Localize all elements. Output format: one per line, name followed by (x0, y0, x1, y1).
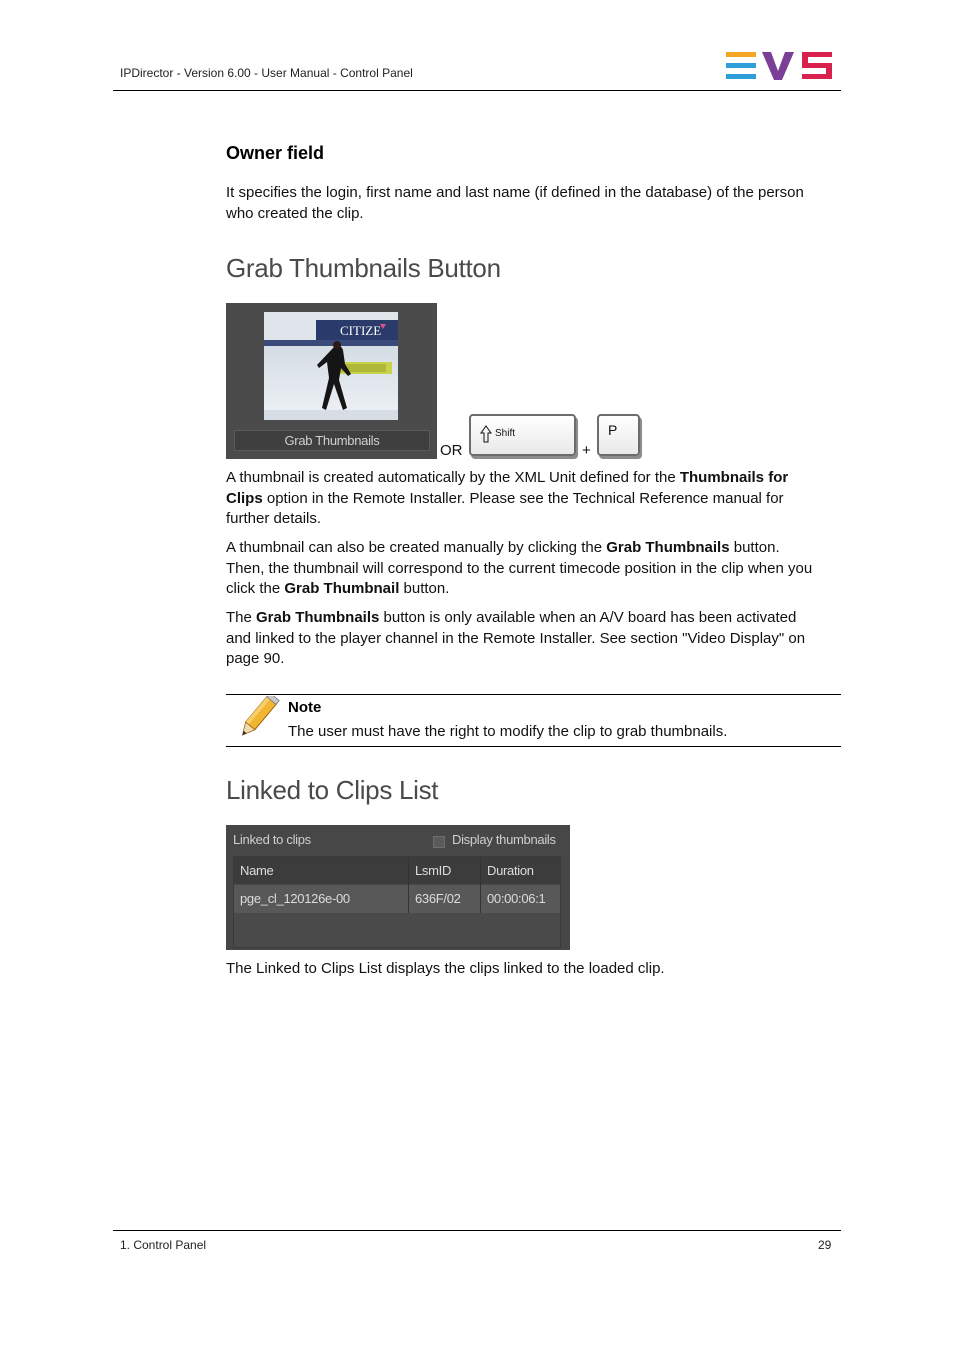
footer-rule (113, 1230, 841, 1231)
thumbnail-image (264, 312, 398, 420)
linked-clips-panel (226, 825, 570, 950)
linked-clips-description: The Linked to Clips List displays the clips linked to the loaded clip. (226, 960, 665, 977)
page-number: 29 (818, 1238, 832, 1252)
linked-clips-table (233, 856, 561, 948)
display-thumbnails-checkbox[interactable] (433, 836, 445, 848)
table-row[interactable] (234, 885, 560, 913)
p-key-label: P (608, 422, 618, 438)
plus-text: + (582, 442, 591, 459)
column-header-duration[interactable]: Duration (487, 863, 534, 878)
grab-paragraph-3: The Grab Thumbnails button is only available when an A/V board has been activated and linked to the player channel in the Remote Installer. See section "Video Display" on page 90. (226, 609, 806, 667)
shift-key (469, 414, 576, 456)
owner-field-heading: Owner field (226, 143, 325, 163)
note-text: The user must have the right to modify the clip to grab thumbnails. (288, 723, 728, 740)
cell-lsmid: 636F/02 (415, 891, 461, 906)
thumbnail-sign-text: CITIZE (340, 323, 382, 338)
p-key (597, 414, 640, 456)
evs-logo (726, 52, 834, 82)
grab-paragraph-1: A thumbnail is created automatically by the XML Unit defined for the Thumbnails for Clips option in the Remote Installer. Please see the Technical Reference manual for further details. (226, 469, 789, 527)
header-rule (113, 90, 841, 91)
note-title: Note (288, 699, 322, 716)
cell-duration: 00:00:06:1 (487, 891, 546, 906)
linked-clips-title: Linked to clips (233, 832, 311, 847)
grab-thumbnails-button[interactable]: Grab Thumbnails (234, 430, 430, 451)
grab-thumbnails-panel (226, 303, 437, 459)
shift-key-label: Shift (495, 428, 516, 439)
header-title: IPDirector - Version 6.00 - User Manual - Control Panel (120, 66, 413, 80)
column-header-name[interactable]: Name (240, 863, 274, 878)
column-separator (408, 857, 409, 913)
or-text: OR (440, 442, 463, 459)
table-header (234, 857, 560, 884)
column-header-lsmid[interactable]: LsmID (415, 863, 452, 878)
grab-paragraph-2: A thumbnail can also be created manually by clicking the Grab Thumbnails button. Then, the thumbnail will correspond to the current timecode position in the clip when you click the Grab Thumbnail button. (226, 539, 813, 597)
grab-thumbnails-heading: Grab Thumbnails Button (226, 253, 501, 283)
cell-name: pge_cl_120126e-00 (240, 891, 350, 906)
column-separator (480, 857, 481, 913)
linked-clips-heading: Linked to Clips List (226, 775, 439, 805)
owner-field-text: It specifies the login, first name and last name (if defined in the database) of the person who created the clip. (226, 184, 804, 222)
shift-arrow-icon (480, 425, 492, 443)
footer-section: 1. Control Panel (120, 1238, 207, 1252)
note-top-rule (226, 694, 841, 695)
display-thumbnails-label: Display thumbnails (452, 832, 556, 847)
note-bottom-rule (226, 746, 841, 747)
pencil-icon (232, 696, 280, 742)
